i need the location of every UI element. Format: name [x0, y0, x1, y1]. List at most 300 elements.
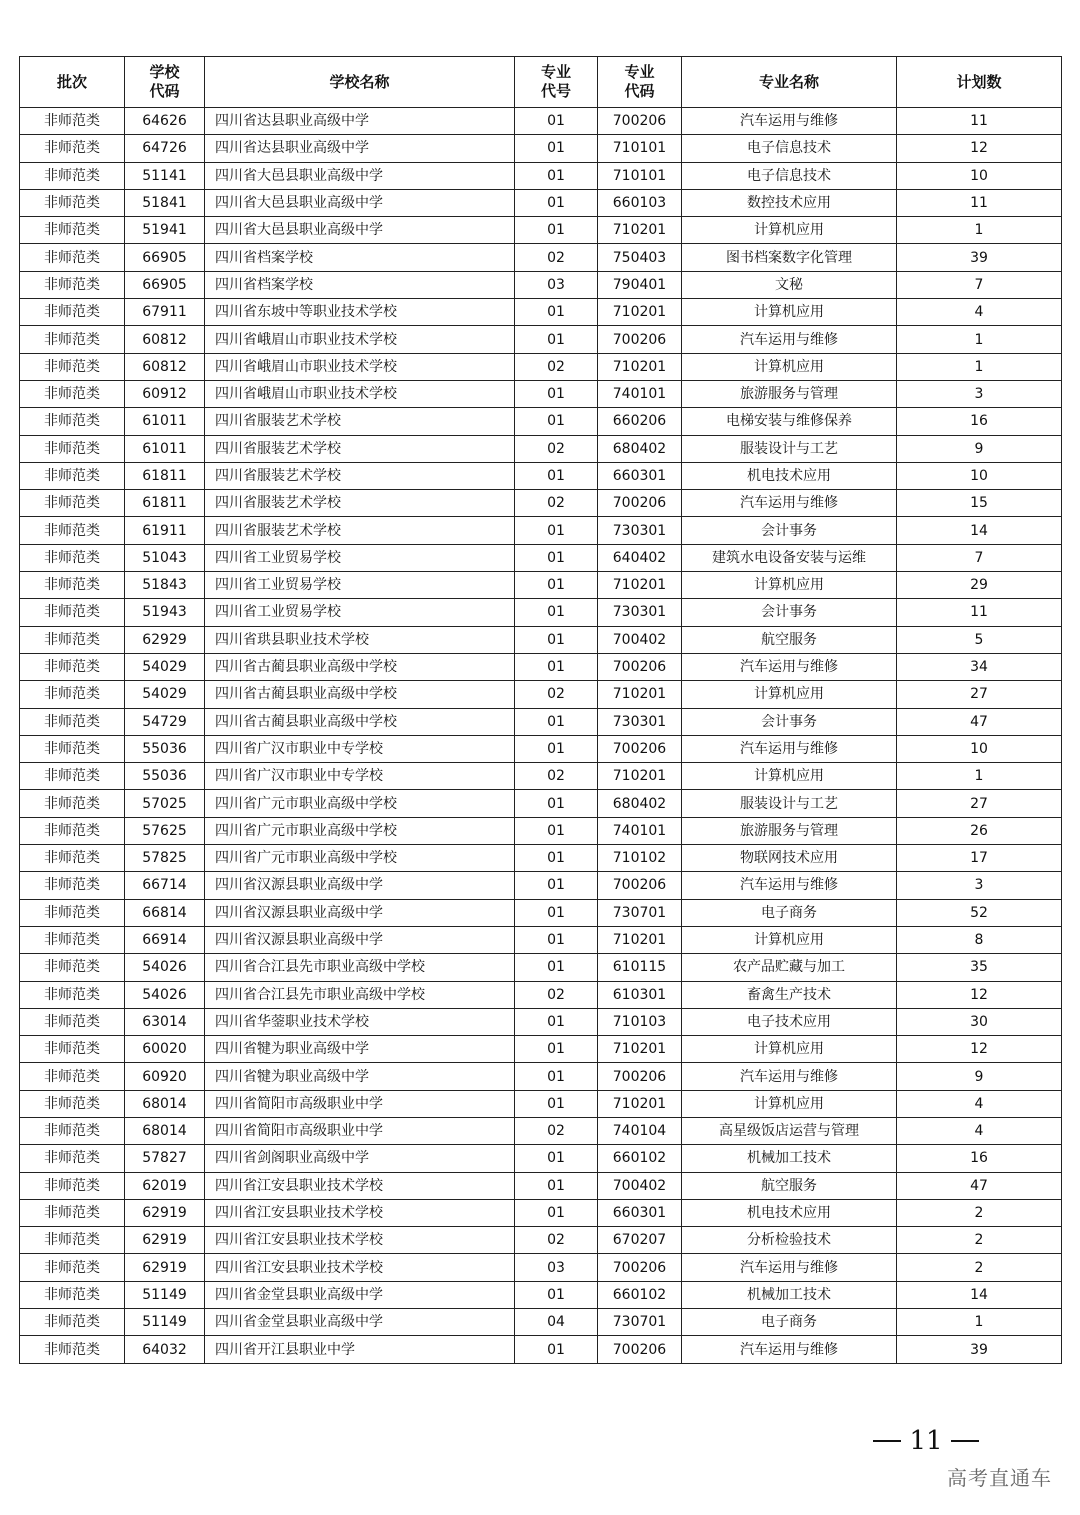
major-no-cell: 01 [515, 108, 598, 135]
major-code-cell: 700402 [598, 1172, 682, 1199]
school-name-cell: 四川省服装艺术学校 [205, 462, 515, 489]
batch-cell: 非师范类 [20, 108, 125, 135]
school-name-cell: 四川省古蔺县职业高级中学校 [205, 681, 515, 708]
batch-cell: 非师范类 [20, 544, 125, 571]
major-no-cell: 02 [515, 981, 598, 1008]
school-code-cell: 51149 [125, 1309, 205, 1336]
major-no-cell: 01 [515, 1336, 598, 1363]
batch-cell: 非师范类 [20, 1090, 125, 1117]
major-code-cell: 730301 [598, 599, 682, 626]
table-row [20, 1281, 1062, 1308]
table-row [20, 653, 1062, 680]
major-no-cell: 01 [515, 1199, 598, 1226]
major-code-cell: 710101 [598, 135, 682, 162]
major-code-cell: 660102 [598, 1281, 682, 1308]
major-name-cell: 电子信息技术 [682, 162, 897, 189]
major-name-cell: 计算机应用 [682, 1090, 897, 1117]
table-row [20, 244, 1062, 271]
major-no-cell: 02 [515, 353, 598, 380]
major-code-cell: 710201 [598, 1036, 682, 1063]
major-no-cell: 02 [515, 1117, 598, 1144]
school-code-cell: 51149 [125, 1281, 205, 1308]
major-no-cell: 01 [515, 162, 598, 189]
major-code-cell: 740104 [598, 1117, 682, 1144]
school-code-cell: 64626 [125, 108, 205, 135]
school-code-cell: 63014 [125, 1008, 205, 1035]
major-no-cell: 01 [515, 708, 598, 735]
major-no-cell: 01 [515, 1036, 598, 1063]
table-row [20, 681, 1062, 708]
school-name-cell: 四川省峨眉山市职业技术学校 [205, 326, 515, 353]
batch-cell: 非师范类 [20, 517, 125, 544]
plan-count-cell: 39 [897, 244, 1062, 271]
batch-cell: 非师范类 [20, 1063, 125, 1090]
school-name-cell: 四川省大邑县职业高级中学 [205, 189, 515, 216]
batch-cell: 非师范类 [20, 954, 125, 981]
major-code-cell: 700206 [598, 872, 682, 899]
table-row [20, 380, 1062, 407]
batch-cell: 非师范类 [20, 408, 125, 435]
major-code-cell: 730301 [598, 517, 682, 544]
school-code-cell: 51941 [125, 217, 205, 244]
plan-count-cell: 11 [897, 189, 1062, 216]
school-name-cell: 四川省工业贸易学校 [205, 572, 515, 599]
school-code-cell: 61811 [125, 490, 205, 517]
major-no-cell: 01 [515, 544, 598, 571]
major-no-cell: 01 [515, 299, 598, 326]
batch-cell: 非师范类 [20, 899, 125, 926]
school-code-cell: 57625 [125, 817, 205, 844]
school-name-cell: 四川省剑阁职业高级中学 [205, 1145, 515, 1172]
school-name-cell: 四川省服装艺术学校 [205, 408, 515, 435]
school-code-cell: 51043 [125, 544, 205, 571]
table-row [20, 435, 1062, 462]
school-code-cell: 57025 [125, 790, 205, 817]
table-row [20, 462, 1062, 489]
school-code-cell: 66905 [125, 244, 205, 271]
table-row [20, 162, 1062, 189]
school-code-cell: 66914 [125, 926, 205, 953]
school-code-cell: 54026 [125, 954, 205, 981]
header-row [20, 57, 1062, 108]
major-no-cell: 01 [515, 626, 598, 653]
table-row [20, 845, 1062, 872]
table-row [20, 817, 1062, 844]
school-code-cell: 68014 [125, 1117, 205, 1144]
table-row [20, 189, 1062, 216]
major-name-cell: 汽车运用与维修 [682, 872, 897, 899]
school-name-cell: 四川省犍为职业高级中学 [205, 1063, 515, 1090]
major-no-cell: 01 [515, 817, 598, 844]
school-code-cell: 66814 [125, 899, 205, 926]
plan-count-cell: 2 [897, 1254, 1062, 1281]
major-no-cell: 01 [515, 408, 598, 435]
school-name-cell: 四川省江安县职业技术学校 [205, 1172, 515, 1199]
plan-count-cell: 9 [897, 435, 1062, 462]
plan-count-cell: 1 [897, 1309, 1062, 1336]
school-name-cell: 四川省开江县职业中学 [205, 1336, 515, 1363]
school-code-cell: 54029 [125, 681, 205, 708]
major-code-cell: 710201 [598, 217, 682, 244]
school-code-cell: 60920 [125, 1063, 205, 1090]
plan-count-cell: 2 [897, 1227, 1062, 1254]
batch-cell: 非师范类 [20, 763, 125, 790]
batch-cell: 非师范类 [20, 1008, 125, 1035]
major-code-cell: 640402 [598, 544, 682, 571]
table-row [20, 1254, 1062, 1281]
batch-cell: 非师范类 [20, 244, 125, 271]
table-row [20, 735, 1062, 762]
school-code-cell: 60812 [125, 353, 205, 380]
header-plan-count: 计划数 [897, 57, 1062, 108]
school-name-cell: 四川省汉源县职业高级中学 [205, 899, 515, 926]
plan-count-cell: 3 [897, 380, 1062, 407]
table-row [20, 1145, 1062, 1172]
batch-cell: 非师范类 [20, 735, 125, 762]
table-row [20, 408, 1062, 435]
school-name-cell: 四川省犍为职业高级中学 [205, 1036, 515, 1063]
table-row [20, 517, 1062, 544]
major-name-cell: 旅游服务与管理 [682, 380, 897, 407]
school-name-cell: 四川省金堂县职业高级中学 [205, 1281, 515, 1308]
school-code-cell: 54729 [125, 708, 205, 735]
school-code-cell: 62919 [125, 1199, 205, 1226]
school-name-cell: 四川省广元市职业高级中学校 [205, 790, 515, 817]
batch-cell: 非师范类 [20, 1254, 125, 1281]
plan-count-cell: 27 [897, 790, 1062, 817]
school-code-cell: 55036 [125, 735, 205, 762]
school-name-cell: 四川省简阳市高级职业中学 [205, 1090, 515, 1117]
major-name-cell: 服装设计与工艺 [682, 435, 897, 462]
plan-count-cell: 1 [897, 353, 1062, 380]
major-name-cell: 旅游服务与管理 [682, 817, 897, 844]
major-no-cell: 01 [515, 1145, 598, 1172]
batch-cell: 非师范类 [20, 626, 125, 653]
school-code-cell: 66905 [125, 271, 205, 298]
school-name-cell: 四川省工业贸易学校 [205, 544, 515, 571]
school-name-cell: 四川省古蔺县职业高级中学校 [205, 708, 515, 735]
table-row [20, 353, 1062, 380]
major-name-cell: 汽车运用与维修 [682, 735, 897, 762]
major-no-cell: 01 [515, 462, 598, 489]
batch-cell: 非师范类 [20, 1199, 125, 1226]
batch-cell: 非师范类 [20, 926, 125, 953]
table-row [20, 1117, 1062, 1144]
major-code-cell: 710201 [598, 926, 682, 953]
major-no-cell: 01 [515, 1008, 598, 1035]
header-major-no-line1: 专业 [540, 63, 571, 81]
plan-count-cell: 39 [897, 1336, 1062, 1363]
batch-cell: 非师范类 [20, 653, 125, 680]
table-row [20, 135, 1062, 162]
plan-count-cell: 2 [897, 1199, 1062, 1226]
school-code-cell: 51141 [125, 162, 205, 189]
major-name-cell: 电梯安装与维修保养 [682, 408, 897, 435]
school-name-cell: 四川省工业贸易学校 [205, 599, 515, 626]
major-name-cell: 电子信息技术 [682, 135, 897, 162]
major-no-cell: 01 [515, 1090, 598, 1117]
major-name-cell: 建筑水电设备安装与运维 [682, 544, 897, 571]
major-code-cell: 700206 [598, 735, 682, 762]
school-name-cell: 四川省古蔺县职业高级中学校 [205, 653, 515, 680]
major-code-cell: 700206 [598, 326, 682, 353]
batch-cell: 非师范类 [20, 1336, 125, 1363]
page-number-dash-left [873, 1440, 901, 1442]
major-no-cell: 01 [515, 1063, 598, 1090]
table-row [20, 217, 1062, 244]
major-name-cell: 高星级饭店运营与管理 [682, 1117, 897, 1144]
major-no-cell: 02 [515, 490, 598, 517]
major-no-cell: 01 [515, 653, 598, 680]
major-name-cell: 畜禽生产技术 [682, 981, 897, 1008]
school-code-cell: 51943 [125, 599, 205, 626]
major-code-cell: 670207 [598, 1227, 682, 1254]
plan-count-cell: 14 [897, 517, 1062, 544]
major-name-cell: 汽车运用与维修 [682, 1254, 897, 1281]
plan-count-cell: 29 [897, 572, 1062, 599]
table-row [20, 1309, 1062, 1336]
major-code-cell: 710201 [598, 681, 682, 708]
major-code-cell: 710201 [598, 299, 682, 326]
major-code-cell: 710201 [598, 1090, 682, 1117]
major-no-cell: 01 [515, 926, 598, 953]
major-no-cell: 03 [515, 1254, 598, 1281]
table-row [20, 271, 1062, 298]
school-name-cell: 四川省档案学校 [205, 244, 515, 271]
school-name-cell: 四川省江安县职业技术学校 [205, 1199, 515, 1226]
school-name-cell: 四川省广汉市职业中专学校 [205, 763, 515, 790]
plan-count-cell: 12 [897, 981, 1062, 1008]
major-name-cell: 航空服务 [682, 626, 897, 653]
header-major-name: 专业名称 [682, 57, 897, 108]
school-code-cell: 54026 [125, 981, 205, 1008]
major-code-cell: 660206 [598, 408, 682, 435]
school-name-cell: 四川省服装艺术学校 [205, 517, 515, 544]
batch-cell: 非师范类 [20, 872, 125, 899]
table-row [20, 1090, 1062, 1117]
major-no-cell: 01 [515, 1172, 598, 1199]
school-code-cell: 64032 [125, 1336, 205, 1363]
major-name-cell: 计算机应用 [682, 681, 897, 708]
batch-cell: 非师范类 [20, 217, 125, 244]
plan-count-cell: 30 [897, 1008, 1062, 1035]
school-code-cell: 61811 [125, 462, 205, 489]
major-code-cell: 710201 [598, 353, 682, 380]
school-name-cell: 四川省大邑县职业高级中学 [205, 217, 515, 244]
plan-count-cell: 12 [897, 1036, 1062, 1063]
header-major-code-line1: 专业 [624, 63, 655, 81]
plan-count-cell: 5 [897, 626, 1062, 653]
table-body [20, 108, 1062, 1364]
major-name-cell: 机械加工技术 [682, 1281, 897, 1308]
major-no-cell: 01 [515, 380, 598, 407]
major-code-cell: 610301 [598, 981, 682, 1008]
school-code-cell: 68014 [125, 1090, 205, 1117]
major-name-cell: 汽车运用与维修 [682, 108, 897, 135]
major-name-cell: 机电技术应用 [682, 1199, 897, 1226]
plan-count-cell: 10 [897, 735, 1062, 762]
major-code-cell: 730701 [598, 1309, 682, 1336]
plan-count-cell: 47 [897, 708, 1062, 735]
plan-count-cell: 26 [897, 817, 1062, 844]
school-code-cell: 62919 [125, 1227, 205, 1254]
major-name-cell: 会计事务 [682, 517, 897, 544]
page-number-dash-right [951, 1440, 979, 1442]
header-major-code [598, 57, 682, 108]
school-code-cell: 60020 [125, 1036, 205, 1063]
plan-count-cell: 11 [897, 599, 1062, 626]
major-code-cell: 610115 [598, 954, 682, 981]
table-row [20, 599, 1062, 626]
plan-count-cell: 7 [897, 271, 1062, 298]
school-name-cell: 四川省广元市职业高级中学校 [205, 845, 515, 872]
school-name-cell: 四川省珙县职业技术学校 [205, 626, 515, 653]
plan-count-cell: 14 [897, 1281, 1062, 1308]
plan-count-cell: 47 [897, 1172, 1062, 1199]
batch-cell: 非师范类 [20, 708, 125, 735]
table-row [20, 1172, 1062, 1199]
table-row [20, 1336, 1062, 1363]
header-school-code [125, 57, 205, 108]
plan-count-cell: 52 [897, 899, 1062, 926]
plan-count-cell: 11 [897, 108, 1062, 135]
batch-cell: 非师范类 [20, 572, 125, 599]
batch-cell: 非师范类 [20, 817, 125, 844]
school-name-cell: 四川省汉源县职业高级中学 [205, 926, 515, 953]
batch-cell: 非师范类 [20, 790, 125, 817]
major-name-cell: 计算机应用 [682, 926, 897, 953]
major-no-cell: 02 [515, 763, 598, 790]
table-row [20, 626, 1062, 653]
table-row [20, 1063, 1062, 1090]
plan-count-cell: 15 [897, 490, 1062, 517]
table-row [20, 708, 1062, 735]
school-code-cell: 60912 [125, 380, 205, 407]
school-code-cell: 64726 [125, 135, 205, 162]
major-name-cell: 计算机应用 [682, 1036, 897, 1063]
major-no-cell: 01 [515, 217, 598, 244]
major-code-cell: 700206 [598, 1063, 682, 1090]
page-number-text: 11 [909, 1426, 943, 1456]
school-name-cell: 四川省金堂县职业高级中学 [205, 1309, 515, 1336]
school-name-cell: 四川省服装艺术学校 [205, 490, 515, 517]
plan-count-cell: 17 [897, 845, 1062, 872]
batch-cell: 非师范类 [20, 435, 125, 462]
header-school-code-line2: 代码 [149, 82, 180, 100]
major-name-cell: 农产品贮藏与加工 [682, 954, 897, 981]
plan-count-cell: 7 [897, 544, 1062, 571]
school-code-cell: 57825 [125, 845, 205, 872]
plan-count-cell: 4 [897, 1090, 1062, 1117]
major-name-cell: 分析检验技术 [682, 1227, 897, 1254]
plan-count-cell: 9 [897, 1063, 1062, 1090]
major-no-cell: 01 [515, 899, 598, 926]
major-no-cell: 01 [515, 1281, 598, 1308]
plan-count-cell: 4 [897, 299, 1062, 326]
major-code-cell: 710101 [598, 162, 682, 189]
table-row [20, 954, 1062, 981]
major-code-cell: 680402 [598, 790, 682, 817]
school-code-cell: 60812 [125, 326, 205, 353]
batch-cell: 非师范类 [20, 1172, 125, 1199]
plan-count-cell: 16 [897, 1145, 1062, 1172]
major-name-cell: 计算机应用 [682, 572, 897, 599]
major-no-cell: 01 [515, 845, 598, 872]
major-no-cell: 01 [515, 572, 598, 599]
school-name-cell: 四川省简阳市高级职业中学 [205, 1117, 515, 1144]
major-code-cell: 660102 [598, 1145, 682, 1172]
major-name-cell: 计算机应用 [682, 763, 897, 790]
header-major-code-line2: 代码 [624, 82, 655, 100]
major-code-cell: 710103 [598, 1008, 682, 1035]
school-code-cell: 51841 [125, 189, 205, 216]
batch-cell: 非师范类 [20, 981, 125, 1008]
plan-count-cell: 3 [897, 872, 1062, 899]
major-code-cell: 750403 [598, 244, 682, 271]
major-code-cell: 660301 [598, 462, 682, 489]
header-batch: 批次 [20, 57, 125, 108]
major-name-cell: 机电技术应用 [682, 462, 897, 489]
batch-cell: 非师范类 [20, 1227, 125, 1254]
plan-count-cell: 10 [897, 462, 1062, 489]
school-code-cell: 61011 [125, 435, 205, 462]
major-no-cell: 01 [515, 954, 598, 981]
plan-count-cell: 8 [897, 926, 1062, 953]
major-code-cell: 710201 [598, 572, 682, 599]
school-name-cell: 四川省江安县职业技术学校 [205, 1254, 515, 1281]
major-name-cell: 航空服务 [682, 1172, 897, 1199]
major-code-cell: 790401 [598, 271, 682, 298]
major-code-cell: 700206 [598, 490, 682, 517]
batch-cell: 非师范类 [20, 462, 125, 489]
major-no-cell: 01 [515, 735, 598, 762]
major-name-cell: 物联网技术应用 [682, 845, 897, 872]
major-no-cell: 01 [515, 790, 598, 817]
watermark-text: 高考直通车 [947, 1466, 1052, 1490]
school-name-cell: 四川省江安县职业技术学校 [205, 1227, 515, 1254]
major-name-cell: 机械加工技术 [682, 1145, 897, 1172]
batch-cell: 非师范类 [20, 271, 125, 298]
batch-cell: 非师范类 [20, 599, 125, 626]
plan-count-cell: 10 [897, 162, 1062, 189]
table-row [20, 872, 1062, 899]
major-no-cell: 01 [515, 599, 598, 626]
school-name-cell: 四川省档案学校 [205, 271, 515, 298]
major-no-cell: 01 [515, 326, 598, 353]
header-major-no-line2: 代号 [540, 82, 571, 100]
school-name-cell: 四川省东坡中等职业技术学校 [205, 299, 515, 326]
table-row [20, 1199, 1062, 1226]
major-code-cell: 730301 [598, 708, 682, 735]
plan-count-cell: 34 [897, 653, 1062, 680]
major-code-cell: 700206 [598, 108, 682, 135]
major-no-cell: 01 [515, 872, 598, 899]
header-school-code-line1: 学校 [149, 63, 180, 81]
school-code-cell: 66714 [125, 872, 205, 899]
school-name-cell: 四川省达县职业高级中学 [205, 135, 515, 162]
batch-cell: 非师范类 [20, 299, 125, 326]
table-row [20, 899, 1062, 926]
school-code-cell: 55036 [125, 763, 205, 790]
table-row [20, 1008, 1062, 1035]
header-major-no [515, 57, 598, 108]
table-row [20, 544, 1062, 571]
batch-cell: 非师范类 [20, 681, 125, 708]
major-code-cell: 700206 [598, 653, 682, 680]
plan-count-cell: 1 [897, 763, 1062, 790]
major-name-cell: 计算机应用 [682, 217, 897, 244]
major-no-cell: 04 [515, 1309, 598, 1336]
